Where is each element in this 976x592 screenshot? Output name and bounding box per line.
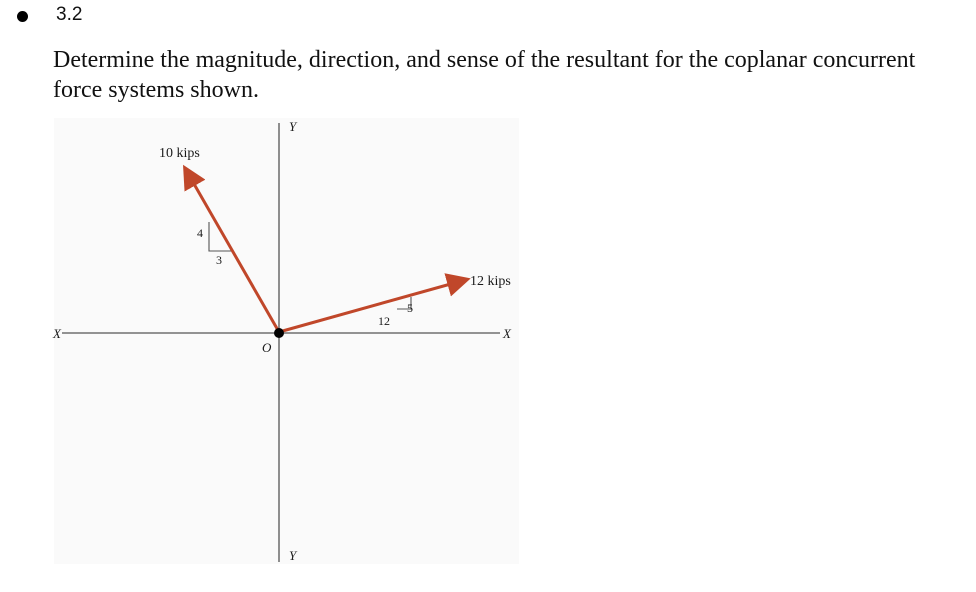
force-vector-12-kips bbox=[279, 280, 465, 332]
slope-rise-10-kips: 4 bbox=[197, 226, 203, 240]
problem-text-line-2: force systems shown. bbox=[53, 77, 259, 103]
origin-point bbox=[274, 328, 284, 338]
force-label-10-kips: 10 kips bbox=[159, 146, 200, 161]
force-vector-10-kips bbox=[186, 170, 279, 332]
x-axis-label-right: X bbox=[503, 326, 511, 341]
y-axis-label-top: Y bbox=[289, 119, 297, 134]
problem-text-line-1: Determine the magnitude, direction, and sense of the resultant for the coplanar concurrent bbox=[53, 47, 916, 73]
slope-rise-12-kips: 5 bbox=[407, 301, 413, 315]
x-axis-label-left: X bbox=[53, 326, 61, 341]
slope-run-12-kips: 12 bbox=[378, 314, 390, 328]
origin-label: O bbox=[262, 340, 272, 355]
force-label-12-kips: 12 kips bbox=[470, 274, 511, 289]
y-axis-label-bottom: Y bbox=[289, 548, 297, 563]
problem-number: 3.2 bbox=[56, 4, 83, 25]
slope-run-10-kips: 3 bbox=[216, 253, 222, 267]
